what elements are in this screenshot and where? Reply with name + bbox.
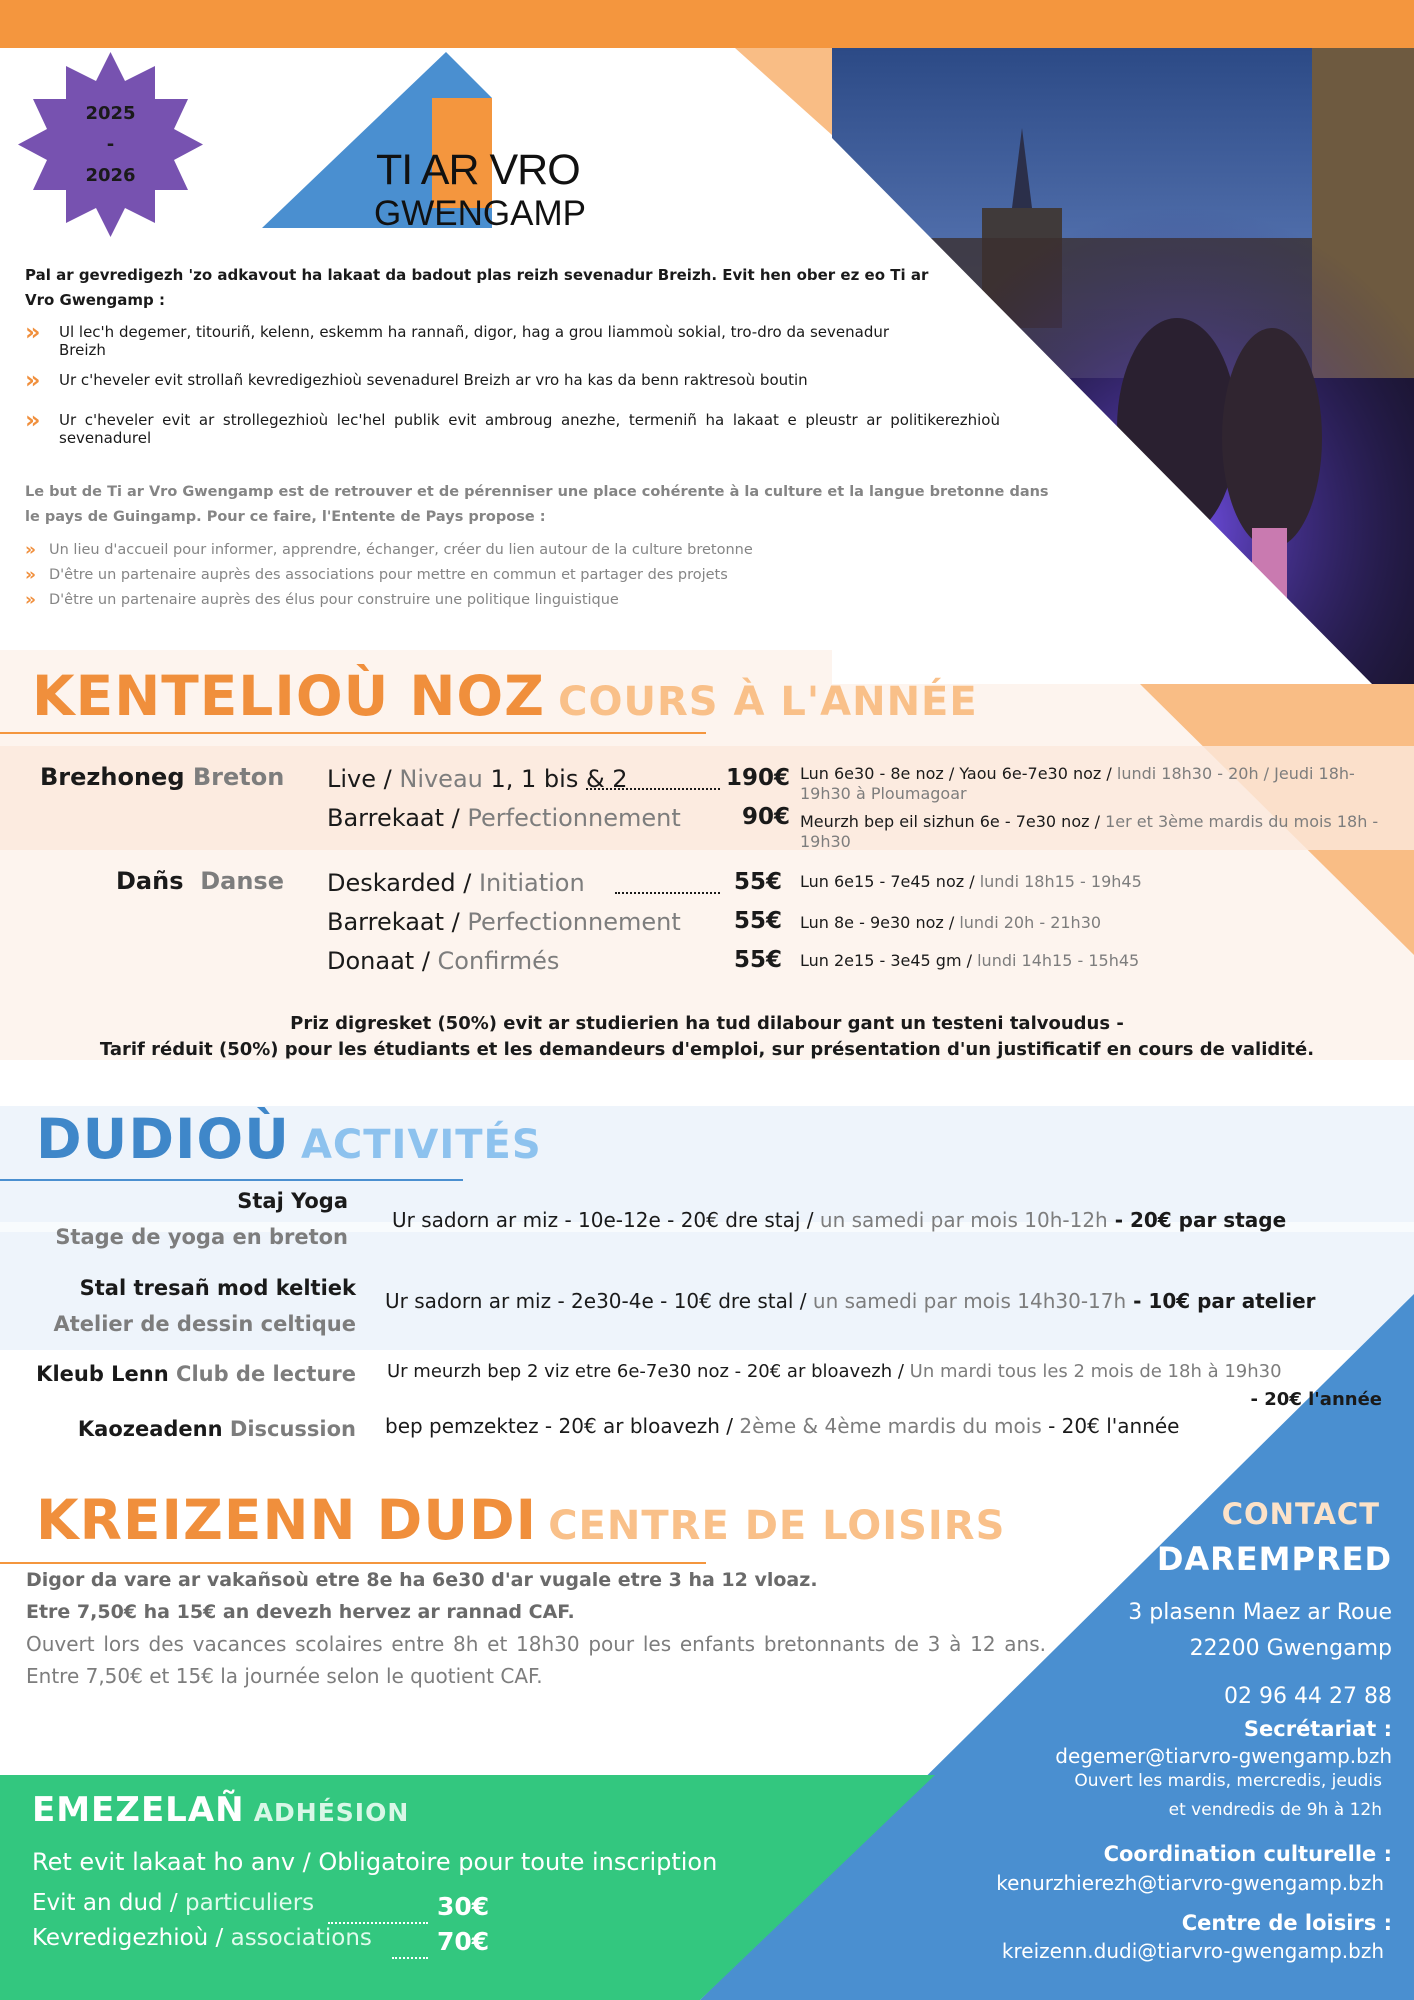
price: 55€	[733, 869, 782, 895]
chevron-right-icon: »	[25, 366, 41, 394]
category-label-french: Breton	[192, 763, 285, 791]
courses-title-french: COURS À L'ANNÉE	[558, 679, 978, 725]
leisure-title-breton: KREIZENN DUDI	[36, 1488, 538, 1552]
reduced-rate-french: Tarif réduit (50%) pour les étudiants et les demandeurs d'emploi, sur présentation d'un justificatif en cours de validité.	[99, 1039, 1315, 1060]
badge-year-end: 2026	[85, 165, 136, 186]
activity-reading-club-price: - 20€ l'année	[1250, 1389, 1382, 1410]
price: 190€	[725, 765, 790, 791]
bullet-text: Un lieu d'accueil pour informer, apprendre, échanger, créer du lien autour de la culture bretonne	[49, 542, 753, 558]
price: 55€	[733, 908, 782, 934]
schedule: Lun 6e30 - 8e noz / Yaou 6e-7e30 noz / lundi 18h30 - 20h / Jeudi 18h-19h30 à Ploumagoar	[800, 764, 1355, 803]
secretariat-hours-line1: Ouvert les mardis, mercredis, jeudis	[1074, 1771, 1382, 1791]
membership-row-associations: Kevredigezhioù / associations	[32, 1925, 372, 1951]
price: 90€	[741, 804, 790, 830]
leisure-breton-line1: Digor da vare ar vakañsoù etre 8e ha 6e30 d'ar vugale etre 3 ha 12 vloaz.	[26, 1569, 818, 1591]
price: 55€	[733, 947, 782, 973]
dotted-leader	[586, 788, 720, 790]
schedule: Meurzh bep eil sizhun 6e - 7e30 noz / 1er et 3ème mardis du mois 18h - 19h30	[800, 812, 1379, 851]
courses-title-breton: KENTELIOÙ NOZ	[32, 664, 546, 728]
membership-price-associations: 70€	[437, 1927, 490, 1956]
category-breton	[40, 763, 284, 791]
contact-title-french: CONTACT	[1221, 1497, 1380, 1531]
list-item	[25, 538, 1055, 563]
leisure-title-french: CENTRE DE LOISIRS	[548, 1503, 1006, 1549]
membership-row-individuals: Evit an dud / particuliers	[32, 1890, 315, 1916]
list-item	[25, 588, 1055, 613]
category-dance	[116, 867, 282, 895]
chevron-right-icon: »	[25, 540, 36, 560]
course-dance-advanced: Barrekaat / Perfectionnement	[327, 908, 681, 936]
activity-yoga-desc: Ur sadorn ar miz - 10e-12e - 20€ dre staj / un samedi par mois 10h-12h - 20€ par stage	[392, 1208, 1287, 1232]
schedule: Lun 8e - 9e30 noz / lundi 20h - 21h30	[800, 913, 1102, 932]
leisure-french: Ouvert lors des vacances scolaires entre 8h et 18h30 pour les enfants bretonnants de 3 à 12 ans. Entre 7,50€ et 15€ la journée selon le quotient CAF.	[26, 1632, 1046, 1688]
activity-celtic-drawing-desc: Ur sadorn ar miz - 2e30-4e - 10€ dre stal / un samedi par mois 14h30-17h - 10€ par atelier	[385, 1289, 1316, 1313]
contact-title-breton: DAREMPRED	[1156, 1540, 1392, 1578]
secretariat-label: Secrétariat :	[1243, 1717, 1392, 1741]
coordination-label: Coordination culturelle :	[1103, 1842, 1392, 1866]
chevron-right-icon: »	[25, 318, 41, 346]
intro-french-lead: Le but de Ti ar Vro Gwengamp est de retrouver et de pérenniser une place cohérente à la culture et la langue bretonne dans le pays de Guingamp. Pour ce faire, l'Entente de Pays propose :	[25, 484, 1049, 525]
course-breton-level: Live / Niveau 1, 1 bis & 2	[327, 765, 628, 793]
bullet-text: Ur c'heveler evit strollañ kevredigezhioù sevenadurel Breizh ar vro ha kas da benn raktresoù boutin	[59, 371, 808, 389]
category-label-breton: Dañs	[116, 867, 184, 895]
chevron-right-icon: »	[25, 590, 36, 610]
category-label-breton: Brezhoneg	[40, 763, 185, 791]
activities-title-french: ACTIVITÉS	[300, 1122, 542, 1168]
bullet-text: D'être un partenaire auprès des élus pour construire une politique linguistique	[49, 592, 619, 608]
secretariat-hours-line2: et vendredis de 9h à 12h	[1168, 1800, 1382, 1820]
year-badge	[18, 52, 203, 237]
list-item	[25, 563, 1055, 588]
intro-breton	[25, 263, 1000, 447]
leisure-center-email[interactable]: kreizenn.dudi@tiarvro-gwengamp.bzh	[1001, 1939, 1384, 1963]
chevron-right-icon: »	[25, 565, 36, 585]
list-item	[25, 318, 930, 359]
schedule: Lun 6e15 - 7e45 noz / lundi 18h15 - 19h45	[800, 872, 1142, 891]
activity-discussion-desc: bep pemzektez - 20€ ar bloavezh / 2ème & 4ème mardis du mois - 20€ l'année	[385, 1414, 1180, 1438]
contact-address-line2: 22200 Gwengamp	[1189, 1636, 1392, 1661]
leisure-breton-line2: Etre 7,50€ ha 15€ an devezh hervez ar rannad CAF.	[26, 1601, 575, 1623]
coordination-email[interactable]: kenurzhierezh@tiarvro-gwengamp.bzh	[996, 1871, 1384, 1895]
logo-line2: GWENGAMP	[374, 194, 586, 233]
badge-dash: -	[106, 134, 115, 155]
category-label-french: Danse	[200, 867, 284, 895]
bullet-text: Ul lec'h degemer, titouriñ, kelenn, eskemm ha rannañ, digor, hag a grou liammoù sokial, tro-dro da sevenadur Breizh	[59, 323, 890, 359]
membership-price-individuals: 30€	[437, 1892, 490, 1921]
course-dance-confirmed: Donaat / Confirmés	[327, 947, 560, 975]
list-item	[25, 406, 1000, 447]
intro-breton-lead: Pal ar gevredigezh 'zo adkavout ha lakaat da badout plas reizh sevenadur Breizh. Evit hen ober ez eo Ti ar Vro Gwengamp :	[25, 266, 929, 309]
course-dance-initiation: Deskarded / Initiation	[327, 869, 585, 897]
dotted-leader	[328, 1922, 428, 1924]
leisure-text	[26, 1564, 1046, 1692]
activity-discussion-name: Kaozeadenn Discussion	[77, 1417, 356, 1441]
leisure-heading	[36, 1488, 1005, 1552]
activity-reading-club-name: Kleub Lenn Club de lecture	[36, 1362, 356, 1386]
reduced-rate-breton: Priz digresket (50%) evit ar studierien ha tud dilabour gant un testeni talvoudus -	[290, 1013, 1124, 1034]
bullet-text: D'être un partenaire auprès des associations pour mettre en commun et partager des projets	[49, 567, 728, 583]
activity-reading-club-desc: Ur meurzh bep 2 viz etre 6e-7e30 noz - 20€ ar bloavezh / Un mardi tous les 2 mois de 18h à 19h30	[387, 1361, 1282, 1382]
membership-subtitle: Ret evit lakaat ho anv / Obligatoire pour toute inscription	[32, 1848, 718, 1876]
course-breton-advanced: Barrekaat / Perfectionnement	[327, 804, 681, 832]
logo-line1: TI AR VRO	[376, 146, 580, 194]
badge-year-start: 2025	[85, 103, 136, 124]
membership-heading	[32, 1790, 409, 1830]
secretariat-email[interactable]: degemer@tiarvro-gwengamp.bzh	[1055, 1744, 1392, 1768]
activity-yoga-name: Staj Yoga Stage de yoga en breton	[55, 1189, 348, 1249]
contact-address-line1: 3 plasenn Maez ar Roue	[1128, 1600, 1392, 1625]
activity-celtic-drawing-name: Stal tresañ mod keltiek Atelier de dessin celtique	[53, 1276, 356, 1336]
schedule: Lun 2e15 - 3e45 gm / lundi 14h15 - 15h45	[800, 951, 1140, 970]
chevron-right-icon: »	[25, 406, 41, 434]
activities-heading	[36, 1107, 542, 1171]
contact-phone[interactable]: 02 96 44 27 88	[1224, 1684, 1392, 1709]
reduced-rate-note	[0, 1011, 1414, 1063]
activities-title-breton: DUDIOÙ	[36, 1107, 290, 1171]
intro-french	[25, 480, 1055, 613]
dotted-leader	[615, 892, 720, 894]
membership-title-breton: EMEZELAÑ	[32, 1790, 245, 1830]
leisure-center-label: Centre de loisirs :	[1181, 1911, 1392, 1935]
list-item	[25, 366, 930, 394]
courses-heading	[32, 664, 978, 728]
bullet-text: Ur c'heveler evit ar strollegezhioù lec'hel publik evit ambroug anezhe, termeniñ ha lakaat e pleustr ar politikerezhioù sevenadurel	[59, 411, 1000, 447]
dotted-leader	[392, 1957, 428, 1959]
membership-title-french: ADHÉSION	[253, 1798, 410, 1827]
